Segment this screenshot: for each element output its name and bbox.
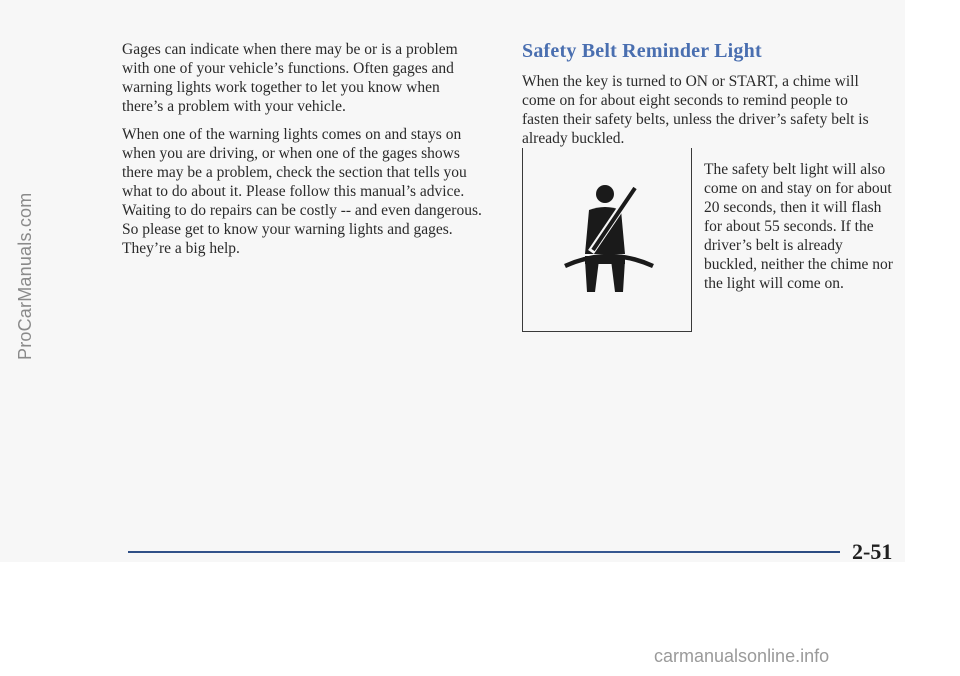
footer-rule — [128, 551, 840, 553]
seatbelt-figure-row — [522, 148, 892, 334]
bottom-watermark: carmanualsonline.info — [654, 646, 830, 666]
warning-lights-paragraph: When one of the warning lights comes on and stays on when you are driving, or when one of the gages shows there may be a problem, check the section that tells you what to do about it. Please follow this manual’s advice. Waiting to do repairs can be costly -- and even dangerous. So please get to know your warning lights and gages. They’re a big help. — [122, 126, 482, 257]
seatbelt-icon-frame — [522, 148, 692, 332]
page-number: 2-51 — [852, 539, 893, 564]
side-watermark: ProCarManuals.com — [15, 192, 35, 360]
right-column — [522, 40, 882, 148]
left-column — [122, 40, 482, 267]
reminder-intro-paragraph: When the key is turned to ON or START, a chime will come on for about eight seconds to remind people to fasten their safety belts, unless the driver’s safety belt is already buckled. — [522, 73, 869, 147]
seatbelt-icon — [563, 180, 655, 300]
seatbelt-light-description: The safety belt light will also come on and stay on for about 20 seconds, then it will flash for about 55 seconds. If the driver’s belt is already buckled, neither the chime nor the light will come on. — [704, 161, 893, 292]
section-heading: Safety Belt Reminder Light — [522, 40, 762, 62]
intro-paragraph: Gages can indicate when there may be or is a problem with one of your vehicle’s functions. Often gages and warning lights work together to let you know when there’s a problem with your vehicle. — [122, 41, 458, 115]
